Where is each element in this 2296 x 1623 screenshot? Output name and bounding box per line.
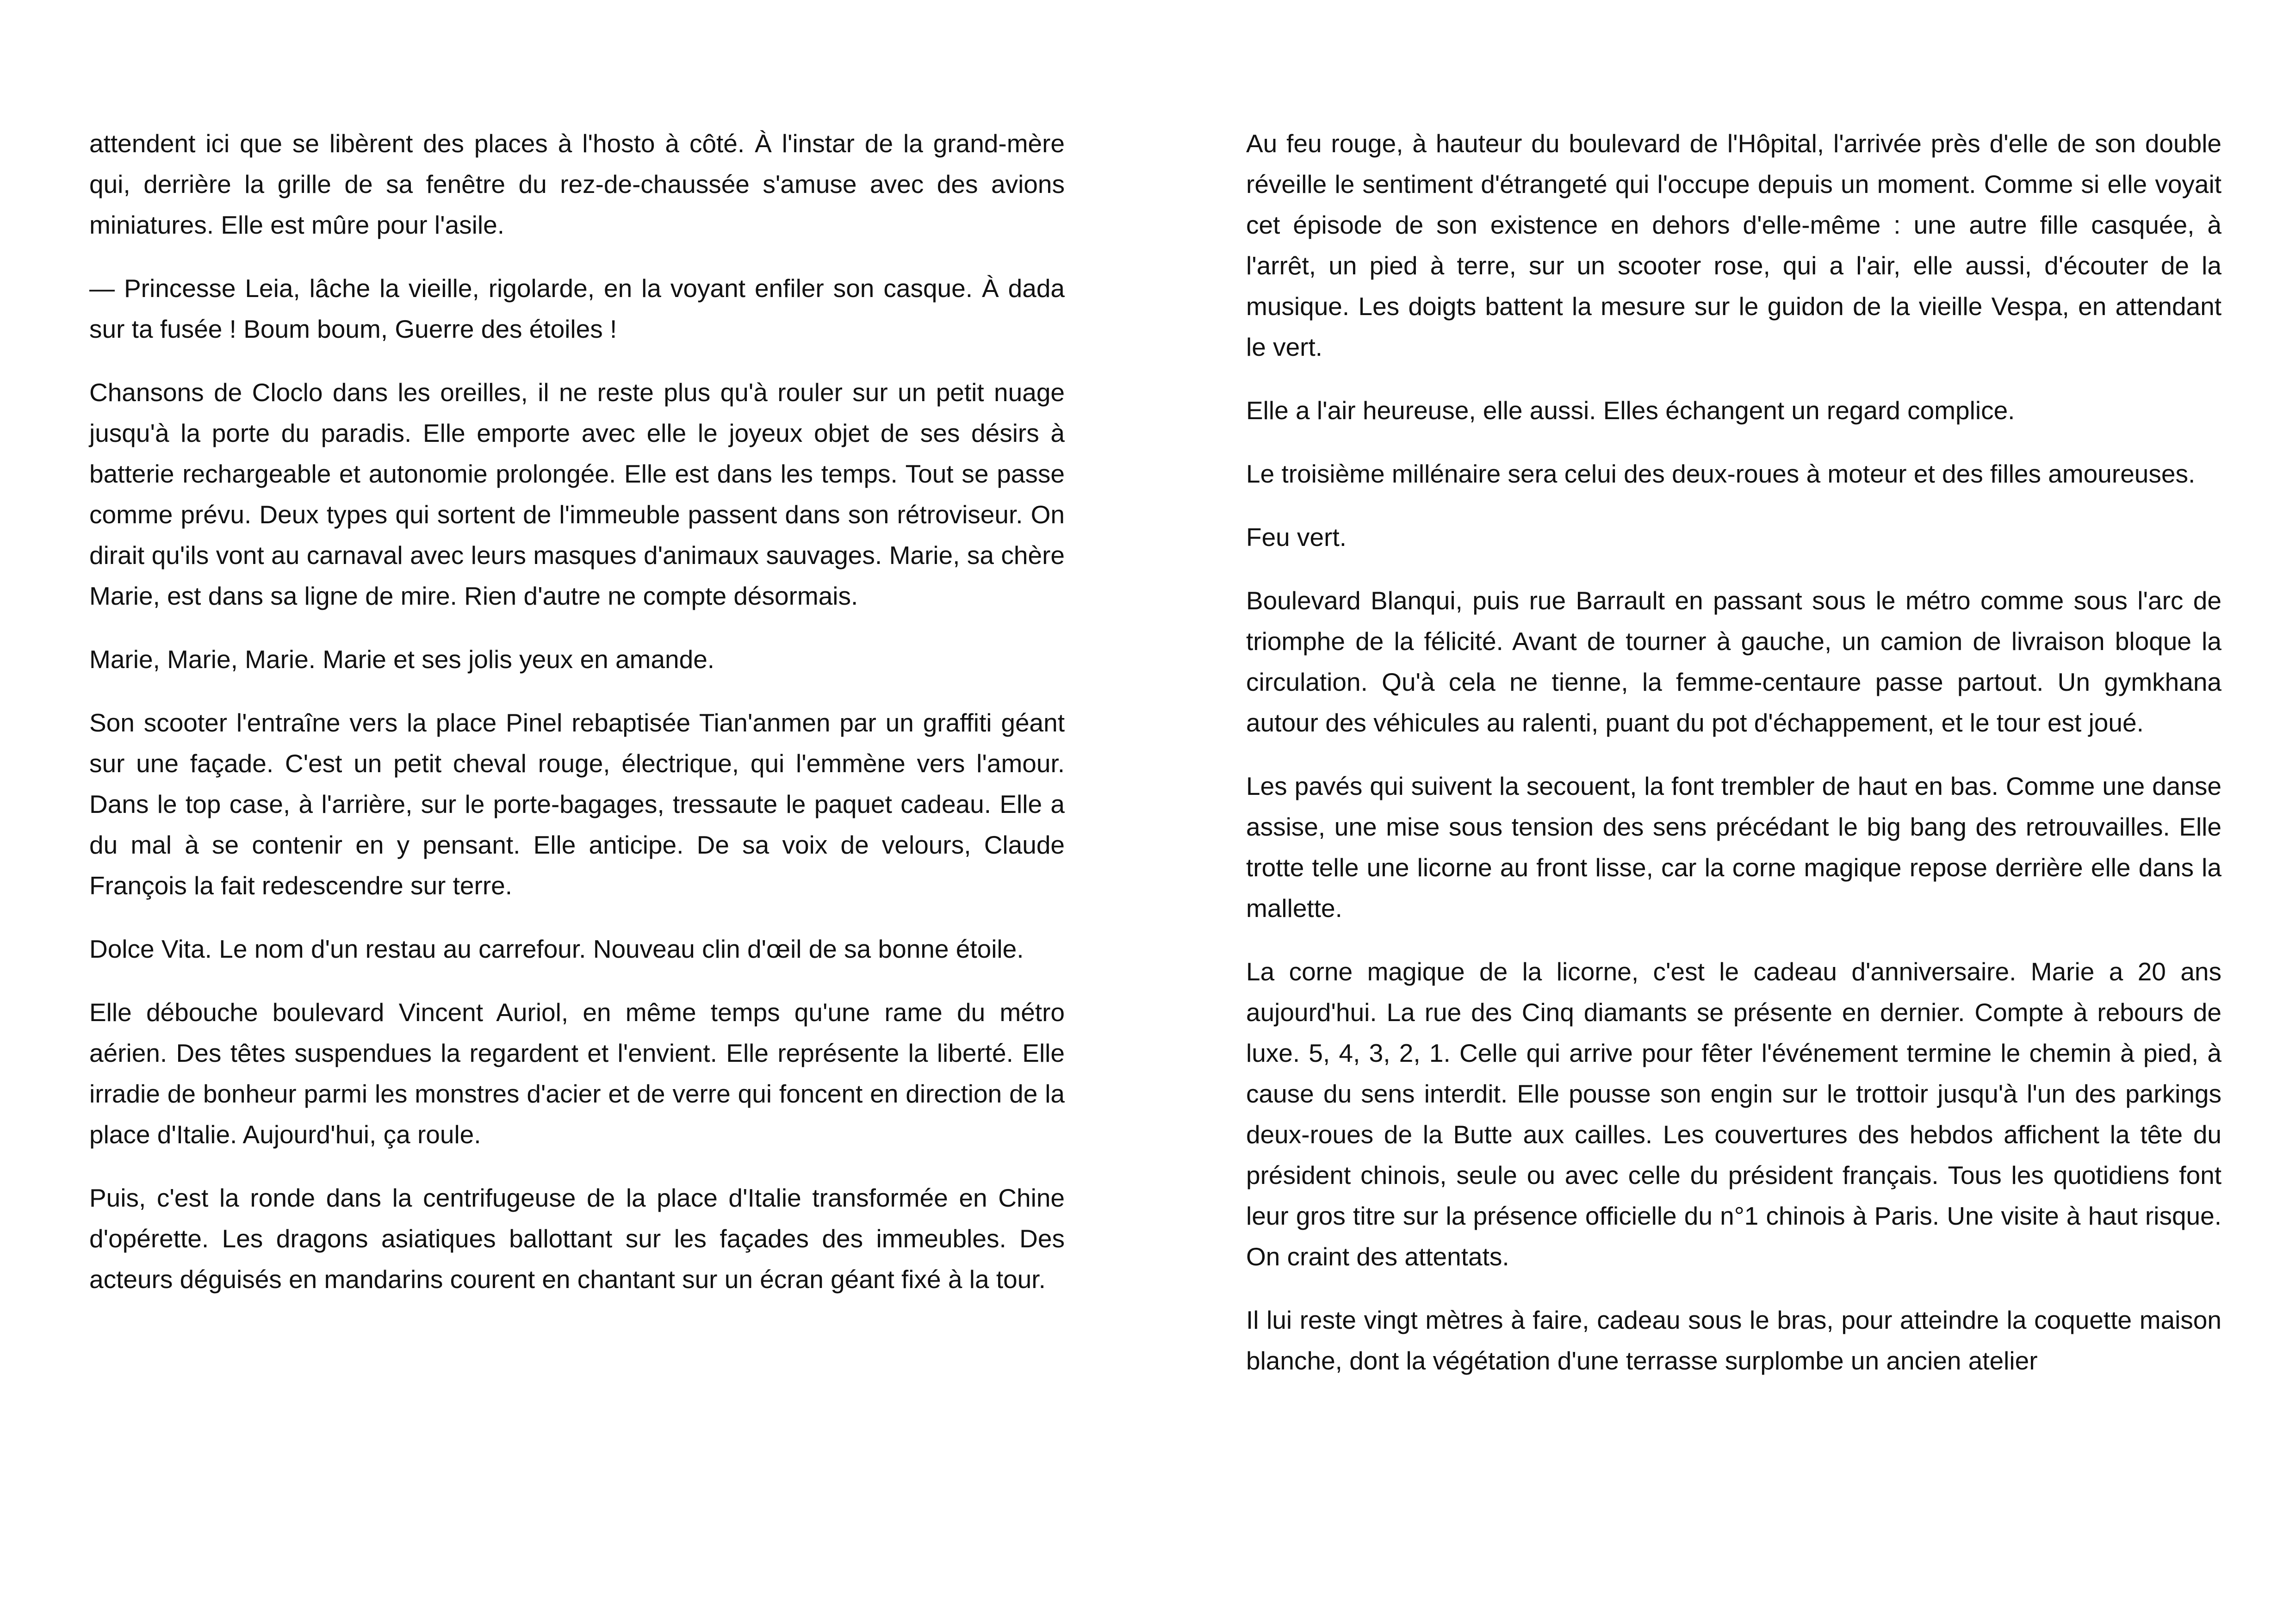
paragraph: Feu vert. — [1246, 523, 1347, 551]
paragraph: Marie, Marie, Marie. Marie et ses jolis yeux en amande. — [89, 645, 715, 674]
paragraph: Puis, c'est la ronde dans la centrifugeuse de la place d'Italie transformée en Chine d'opérette. Les dragons asiatiques ballottant sur les façades des immeubles. Des acteurs déguisés en mandarins courent en chantant sur un écran géant fixé à la tour. — [89, 1183, 1065, 1294]
paragraph: Dolce Vita. Le nom d'un restau au carrefour. Nouveau clin d'œil de sa bonne étoile. — [89, 935, 1024, 963]
paragraph: Il lui reste vingt mètres à faire, cadeau sous le bras, pour atteindre la coquette maison blanche, dont la végétation d'une terrasse surplombe un ancien atelier — [1246, 1306, 2222, 1375]
paragraph: Chansons de Cloclo dans les oreilles, il ne reste plus qu'à rouler sur un petit nuage jusqu'à la porte du paradis. Elle emporte avec elle le joyeux objet de ses désirs à batterie rechargeable et autonomie prolongée. Elle est dans les temps. Tout se passe comme prévu. Deux types qui sortent de l'immeuble passent dans son rétroviseur. On dirait qu'ils vont au carnaval avec leurs masques d'animaux sauvages. Marie, sa chère Marie, est dans sa ligne de mire. Rien d'autre ne compte désormais. — [89, 378, 1065, 610]
paragraph: Au feu rouge, à hauteur du boulevard de l'Hôpital, l'arrivée près d'elle de son double réveille le sentiment d'étrangeté qui l'occupe depuis un moment. Comme si elle voyait cet épisode de son existence en dehors d'elle-même : une autre fille casquée, à l'arrêt, un pied à terre, sur un scooter rose, qui a l'air, elle aussi, d'écouter de la musique. Les doigts battent la mesure sur le guidon de la vieille Vespa, en attendant le vert. — [1246, 129, 2222, 361]
paragraph: — Princesse Leia, lâche la vieille, rigolarde, en la voyant enfiler son casque. À dada sur ta fusée ! Boum boum, Guerre des étoiles ! — [89, 274, 1065, 343]
paragraph: La corne magique de la licorne, c'est le cadeau d'anniversaire. Marie a 20 ans aujourd'hui. La rue des Cinq diamants se présente en dernier. Compte à rebours de luxe. 5, 4, 3, 2, 1. Celle qui arrive pour fêter l'événement termine le chemin à pied, à cause du sens interdit. Elle pousse son engin sur le trottoir jusqu'à l'un des parkings deux-roues de la Butte aux cailles. Les couvertures des hebdos affichent la tête du président chinois, seule ou avec celle du président français. Tous les quotidiens font leur gros titre sur la présence officielle du n°1 chinois à Paris. Une visite à haut risque. On craint des attentats. — [1246, 957, 2222, 1271]
paragraph: Le troisième millénaire sera celui des deux-roues à moteur et des filles amoureuses. — [1246, 459, 2196, 488]
paragraph: Les pavés qui suivent la secouent, la font trembler de haut en bas. Comme une danse assise, une mise sous tension des sens précédant le big bang des retrouvailles. Elle trotte telle une licorne au front lisse, car la corne magique repose derrière elle dans la mallette. — [1246, 772, 2222, 923]
paragraph: Elle débouche boulevard Vincent Auriol, en même temps qu'une rame du métro aérien. Des têtes suspendues la regardent et l'envient. Elle représente la liberté. Elle irradie de bonheur parmi les monstres d'acier et de verre qui foncent en direction de la place d'Italie. Aujourd'hui, ça roule. — [89, 998, 1065, 1149]
paragraph: Elle a l'air heureuse, elle aussi. Elles échangent un regard complice. — [1246, 396, 2015, 425]
left-column — [89, 123, 1065, 1300]
paragraph: Son scooter l'entraîne vers la place Pinel rebaptisée Tian'anmen par un graffiti géant sur une façade. C'est un petit cheval rouge, électrique, qui l'emmène vers l'amour. Dans le top case, à l'arrière, sur le porte-bagages, tressaute le paquet cadeau. Elle a du mal à se contenir en y pensant. Elle anticipe. De sa voix de velours, Claude François la fait redescendre sur terre. — [89, 708, 1065, 900]
right-column — [1246, 123, 2222, 1381]
paragraph: attendent ici que se libèrent des places à l'hosto à côté. À l'instar de la grand-mère qui, derrière la grille de sa fenêtre du rez-de-chaussée s'amuse avec des avions miniatures. Elle est mûre pour l'asile. — [89, 129, 1065, 239]
paragraph: Boulevard Blanqui, puis rue Barrault en passant sous le métro comme sous l'arc de triomphe de la félicité. Avant de tourner à gauche, un camion de livraison bloque la circulation. Qu'à cela ne tienne, la femme-centaure passe partout. Un gymkhana autour des véhicules au ralenti, puant du pot d'échappement, et le tour est joué. — [1246, 586, 2222, 737]
